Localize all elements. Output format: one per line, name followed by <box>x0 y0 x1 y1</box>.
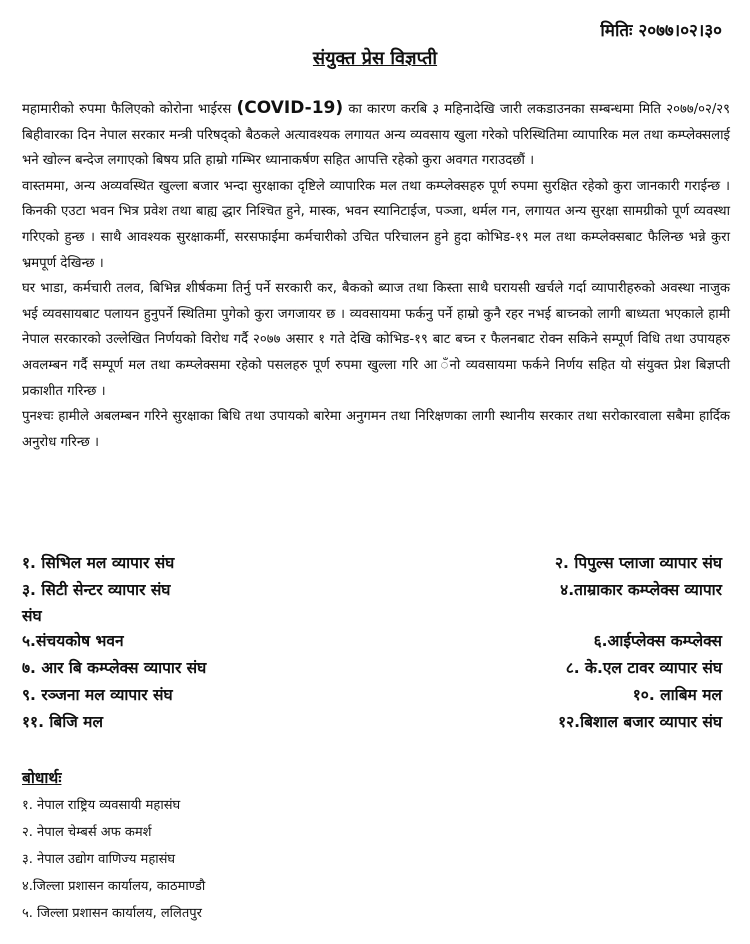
paragraph-1 <box>22 96 730 174</box>
cc-heading: बोधार्थः <box>22 769 62 787</box>
cc-list <box>22 792 205 927</box>
signatory-list <box>22 550 722 736</box>
signatory-item: ८. के.एल टावर व्यापार संघ <box>565 659 722 677</box>
signatory-item: ११. बिजि मल <box>22 713 103 731</box>
signatory-item: ६.आईप्लेक्स कम्प्लेक्स <box>593 632 722 650</box>
signatory-row <box>22 709 722 736</box>
paragraph-4: पुनश्चः हामीले अबलम्बन गरिने सुरक्षाका बिधि तथा उपायको बारेमा अनुगमन तथा निरिक्षणका लागी स्थानीय सरकार तथा सरोकारवाला सबैमा हार्दिक अनुरोध गरिन्छ । <box>22 409 730 450</box>
cc-item: ४.जिल्ला प्रशासन कार्यालय, काठमाण्डौ <box>22 879 206 894</box>
paragraph-2: वास्तममा, अन्य अव्यवस्थित खुल्ला बजार भन्दा सुरक्षाका दृष्टिले व्यापारिक मल तथा कम्प्लेक्सहरु पूर्ण रुपमा सुरक्षित रहेको कुरा जानकारी गराईन्छ । किनकी एउटा भवन भित्र प्रवेश तथा बाह्य द्धार निश्चित हुने, मास्क, भवन स्यानिटाईज, पञ्जा, थर्मल गन, लगायत अन्य सुरक्षा सामग्रीको पूर्ण व्यवस्था गरिएको हुन्छ । साथै आवश्यक सुरक्षाकर्मी, सरसफाईमा कर्मचारीको उचित परिचालन हुने हुदा कोभिड-१९ मल तथा कम्प्लेक्सबाट फैलिन्छ भन्ने कुरा भ्रमपूर्ण देखिन्छ । <box>22 178 730 271</box>
signatory-item: ७. आर बि कम्प्लेक्स व्यापार संघ <box>22 659 207 677</box>
signatory-row <box>22 682 722 709</box>
signatory-item: १२.बिशाल बजार व्यापार संघ <box>558 713 722 731</box>
signatory-row <box>22 577 722 604</box>
signatory-item: ५.संचयकोष भवन <box>22 632 124 650</box>
signatory-item: १०. लाबिम मल <box>632 686 722 704</box>
signatory-row <box>22 655 722 682</box>
signatory-item-wrap: संघ <box>22 607 42 625</box>
signatory-item: ३. सिटी सेन्टर व्यापार संघ <box>22 581 171 599</box>
signatory-item: १. सिभिल मल व्यापार संघ <box>22 554 175 572</box>
paragraph-1-rest: का कारण करबि ३ महिनादेखि जारी लकडाउनका सम्बन्धमा मिति २०७७/०२/२९ बिहीवारका दिन नेपाल सरकार मन्त्री परिषद्को बैठकले अत्यावश्यक लगायत अन्य व्यवसाय खुला गरेको परिस्थितिमा व्यापारिक मल तथा कम्प्लेक्सलाई भने खोल्न बन्देज लगाएको बिषय प्रति हाम्रो गम्भिर ध्यानाकर्षण सहित आपत्ति रहेको कुरा अवगत गराउदछौं । <box>22 102 731 169</box>
paragraph-3: घर भाडा, कर्मचारी तलव, बिभिन्न शीर्षकमा तिर्नु पर्ने सरकारी कर, बैकको ब्याज तथा किस्ता साथै घरायसी खर्चले गर्दा व्यापारीहरुको अवस्था नाजुक भई व्यवसायबाट पलायन हुनुपर्ने स्थितिमा पुगेको कुरा जगजायर छ । व्यवसायमा फर्कनु पर्ने हाम्रो कुनै रहर नभई बाच्नको लागी बाध्यता भएकाले हामी नेपाल सरकारको उल्लेखित निर्णयको विरोध गर्दै २०७७ असार १ गते देखि कोभिड-१९ बाट बच्न र फैलनबाट रोक्न सकिने सम्पूर्ण विधि तथा उपायहरु अवलम्बन गर्दै सम्पूर्ण मल तथा कम्प्लेक्समा रहेको पसलहरु पूर्ण रुपमा खुल्ला गरि आ ँनो व्यवसायमा फर्कने निर्णय सहित यो संयुक्त प्रेश बिज्ञप्ती प्रकाशीत गरिन्छ । <box>22 281 730 399</box>
covid-label: (COVID-19) <box>236 98 344 118</box>
cc-item: ३. नेपाल उद्योग वाणिज्य महासंघ <box>22 852 176 867</box>
signatory-row <box>22 550 722 577</box>
signatory-item: ४.ताम्राकार कम्प्लेक्स व्यापार <box>560 581 722 599</box>
signatory-row <box>22 628 722 655</box>
cc-item: १. नेपाल राष्ट्रिय व्यवसायी महासंघ <box>22 798 181 813</box>
document-title: संयुक्त प्रेस विज्ञप्ती <box>312 48 438 69</box>
paragraph-1-start: महामारीको रुपमा फैलिएको कोरोना भाईरस <box>22 102 237 117</box>
signatory-row <box>22 604 722 628</box>
document-body <box>22 96 730 455</box>
signatory-item: ९. रञ्जना मल व्यापार संघ <box>22 686 173 704</box>
date-line: मितिः २०७७।०२।३० <box>600 21 722 41</box>
cc-item: ५. जिल्ला प्रशासन कार्यालय, ललितपुर <box>22 906 202 921</box>
cc-item: २. नेपाल चेम्बर्स अफ कमर्श <box>22 825 152 840</box>
signatory-item: २. पिपुल्स प्लाजा व्यापार संघ <box>554 554 722 572</box>
